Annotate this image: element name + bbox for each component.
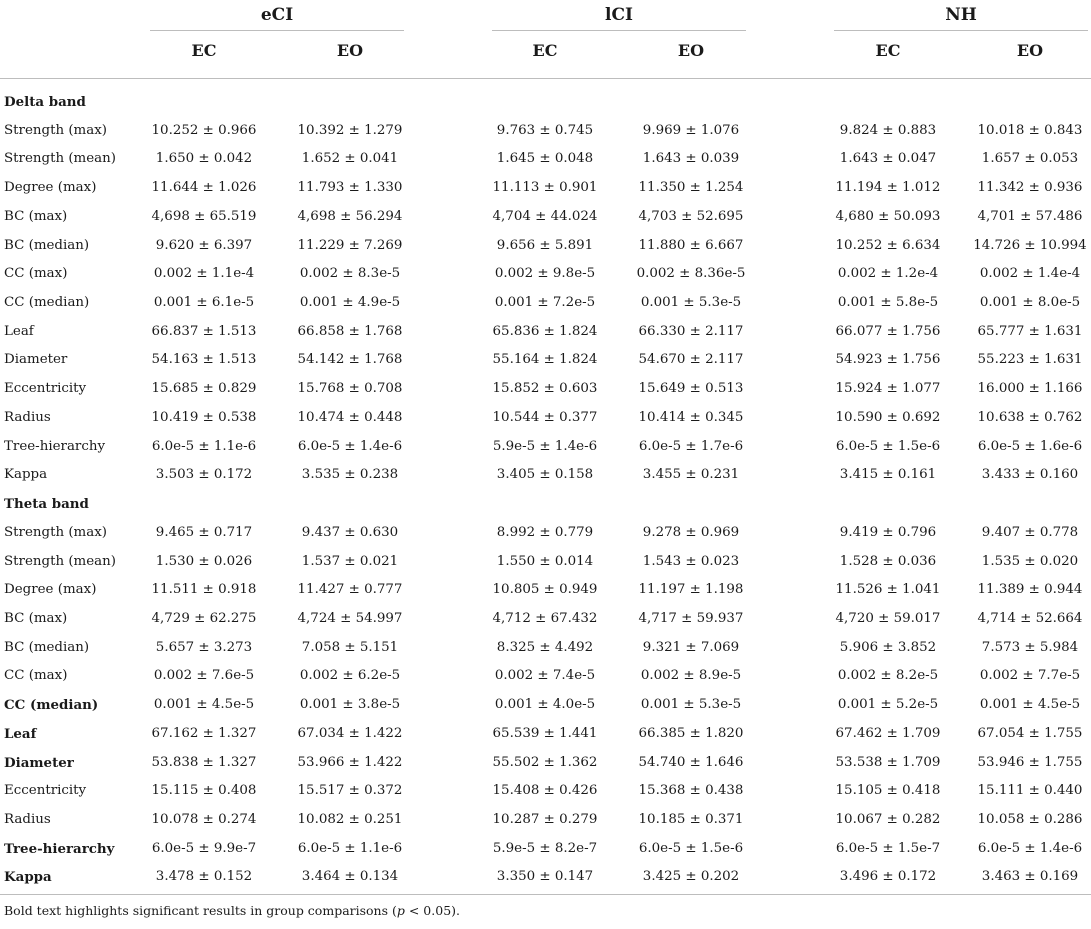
table-cell: 65.539 ± 1.441 <box>492 725 598 741</box>
table-row <box>0 117 1091 146</box>
sub-header-nh-ec: EC <box>875 41 901 60</box>
table-cell: 0.001 ± 3.8e-5 <box>299 697 401 713</box>
table-row <box>0 806 1091 835</box>
table-cell: 16.000 ± 1.166 <box>977 381 1083 397</box>
table-cell: 0.002 ± 1.1e-4 <box>153 266 255 282</box>
table-cell: 1.530 ± 0.026 <box>155 553 253 569</box>
table-cell: 4,729 ± 62.275 <box>151 610 257 626</box>
table-cell: 0.001 ± 5.8e-5 <box>837 295 939 311</box>
table-cell: 5.9e-5 ± 1.4e-6 <box>492 438 598 454</box>
table-cell: 10.185 ± 0.371 <box>638 811 744 827</box>
table-cell: 11.194 ± 1.012 <box>835 180 941 196</box>
footnote-text-after: < 0.05). <box>404 903 460 918</box>
row-label: BC (max) <box>4 610 68 626</box>
table-cell: 9.620 ± 6.397 <box>155 237 253 253</box>
table-cell: 10.805 ± 0.949 <box>492 582 598 598</box>
table-cell: 0.001 ± 4.9e-5 <box>299 295 401 311</box>
table-cell: 9.465 ± 0.717 <box>155 524 253 540</box>
row-label: Strength (mean) <box>4 151 117 167</box>
table-row <box>0 232 1091 261</box>
table-cell: 0.001 ± 8.0e-5 <box>979 295 1081 311</box>
row-label: Radius <box>4 811 51 827</box>
table-cell: 15.517 ± 0.372 <box>297 783 403 799</box>
table-cell: 9.763 ± 0.745 <box>496 122 594 138</box>
table-cell: 0.002 ± 1.4e-4 <box>979 266 1081 282</box>
table-cell: 4,704 ± 44.024 <box>492 208 598 224</box>
table-cell: 7.058 ± 5.151 <box>301 639 399 655</box>
table-row <box>0 346 1091 375</box>
table-cell: 4,720 ± 59.017 <box>835 610 941 626</box>
table-row <box>0 662 1091 691</box>
table-cell: 1.652 ± 0.041 <box>301 151 399 167</box>
table-cell: 5.906 ± 3.852 <box>839 639 937 655</box>
group-header-nh: NH <box>945 5 977 25</box>
section-row <box>0 88 1091 117</box>
group-underline <box>834 30 1088 31</box>
section-label: Delta band <box>4 94 86 110</box>
table-cell: 0.002 ± 7.4e-5 <box>494 668 596 684</box>
table-cell: 0.001 ± 4.5e-5 <box>153 697 255 713</box>
table-row <box>0 548 1091 577</box>
group-underline <box>492 30 746 31</box>
table-cell: 66.077 ± 1.756 <box>835 323 941 339</box>
table-cell: 54.163 ± 1.513 <box>151 352 257 368</box>
table-cell: 1.643 ± 0.047 <box>839 151 937 167</box>
table-row <box>0 375 1091 404</box>
table-cell: 1.543 ± 0.023 <box>642 553 740 569</box>
table-cell: 54.670 ± 2.117 <box>638 352 744 368</box>
table-cell: 10.414 ± 0.345 <box>638 409 744 425</box>
table-cell: 8.325 ± 4.492 <box>496 639 594 655</box>
table-cell: 0.001 ± 4.5e-5 <box>979 697 1081 713</box>
table-cell: 11.880 ± 6.667 <box>638 237 744 253</box>
table-cell: 66.837 ± 1.513 <box>151 323 257 339</box>
table-row <box>0 691 1091 720</box>
table-row <box>0 519 1091 548</box>
table-cell: 6.0e-5 ± 1.5e-7 <box>835 840 941 856</box>
table-cell: 0.002 ± 6.2e-5 <box>299 668 401 684</box>
table-cell: 11.350 ± 1.254 <box>638 180 744 196</box>
table-cell: 15.685 ± 0.829 <box>151 381 257 397</box>
table-cell: 6.0e-5 ± 9.9e-7 <box>151 840 257 856</box>
table-cell: 67.162 ± 1.327 <box>151 725 257 741</box>
table-cell: 6.0e-5 ± 1.1e-6 <box>151 438 257 454</box>
row-label: Strength (max) <box>4 122 108 138</box>
table-row <box>0 720 1091 749</box>
sub-header-lci-eo: EO <box>677 41 705 60</box>
row-label: Degree (max) <box>4 582 97 598</box>
section-label: Theta band <box>4 496 89 513</box>
table-cell: 3.455 ± 0.231 <box>642 467 740 483</box>
table-cell: 10.067 ± 0.282 <box>835 811 941 827</box>
table-cell: 9.407 ± 0.778 <box>981 524 1079 540</box>
table-cell: 15.408 ± 0.426 <box>492 783 598 799</box>
table-cell: 10.474 ± 0.448 <box>297 409 403 425</box>
table-cell: 67.054 ± 1.755 <box>977 725 1083 741</box>
table-cell: 3.463 ± 0.169 <box>981 869 1079 885</box>
table-cell: 10.058 ± 0.286 <box>977 811 1083 827</box>
row-label: Diameter <box>4 754 74 771</box>
table-cell: 0.002 ± 1.2e-4 <box>837 266 939 282</box>
table-cell: 15.115 ± 0.408 <box>151 783 257 799</box>
row-label: Strength (max) <box>4 524 108 540</box>
table-cell: 8.992 ± 0.779 <box>496 524 594 540</box>
table-row <box>0 145 1091 174</box>
table-cell: 4,714 ± 52.664 <box>977 610 1083 626</box>
table-cell: 6.0e-5 ± 1.4e-6 <box>297 438 403 454</box>
table-cell: 53.838 ± 1.327 <box>151 754 257 770</box>
row-label: CC (median) <box>4 697 99 714</box>
table-cell: 3.425 ± 0.202 <box>642 869 740 885</box>
table-cell: 0.001 ± 5.3e-5 <box>640 697 742 713</box>
table-body <box>0 88 1091 892</box>
table-cell: 9.969 ± 1.076 <box>642 122 740 138</box>
table-cell: 0.002 ± 7.6e-5 <box>153 668 255 684</box>
table-cell: 66.385 ± 1.820 <box>638 725 744 741</box>
row-label: BC (max) <box>4 208 68 224</box>
table-row <box>0 461 1091 490</box>
table-cell: 3.433 ± 0.160 <box>981 467 1079 483</box>
table-cell: 11.526 ± 1.041 <box>835 582 941 598</box>
table-cell: 1.645 ± 0.048 <box>496 151 594 167</box>
table-cell: 11.644 ± 1.026 <box>151 180 257 196</box>
group-header-lci: lCI <box>605 5 633 25</box>
table-cell: 11.113 ± 0.901 <box>492 180 598 196</box>
table-cell: 0.001 ± 4.0e-5 <box>494 697 596 713</box>
table-cell: 9.437 ± 0.630 <box>301 524 399 540</box>
table-cell: 4,712 ± 67.432 <box>492 610 598 626</box>
table-cell: 4,698 ± 65.519 <box>151 208 257 224</box>
table-row <box>0 634 1091 663</box>
table-cell: 10.078 ± 0.274 <box>151 811 257 827</box>
table-cell: 0.001 ± 5.2e-5 <box>837 697 939 713</box>
table-cell: 7.573 ± 5.984 <box>981 639 1079 655</box>
table-cell: 11.427 ± 0.777 <box>297 582 403 598</box>
row-label: Eccentricity <box>4 381 87 397</box>
table-footnote <box>4 903 460 918</box>
table-cell: 15.852 ± 0.603 <box>492 381 598 397</box>
table-cell: 9.824 ± 0.883 <box>839 122 937 138</box>
table-cell: 10.287 ± 0.279 <box>492 811 598 827</box>
table-cell: 55.164 ± 1.824 <box>492 352 598 368</box>
table-cell: 67.034 ± 1.422 <box>297 725 403 741</box>
table-cell: 10.252 ± 0.966 <box>151 122 257 138</box>
table-cell: 4,698 ± 56.294 <box>297 208 403 224</box>
table-cell: 11.197 ± 1.198 <box>638 582 744 598</box>
table-cell: 11.389 ± 0.944 <box>977 582 1083 598</box>
row-label: Diameter <box>4 352 68 368</box>
table-cell: 15.924 ± 1.077 <box>835 381 941 397</box>
row-label: Kappa <box>4 467 48 483</box>
table-cell: 3.535 ± 0.238 <box>301 467 399 483</box>
row-label: Kappa <box>4 869 52 886</box>
table-row <box>0 605 1091 634</box>
row-label: Eccentricity <box>4 783 87 799</box>
table-cell: 0.002 ± 7.7e-5 <box>979 668 1081 684</box>
table-cell: 5.9e-5 ± 8.2e-7 <box>492 840 598 856</box>
table-cell: 4,680 ± 50.093 <box>835 208 941 224</box>
table-cell: 54.142 ± 1.768 <box>297 352 403 368</box>
footnote-text-before: Bold text highlights significant results in group comparisons ( <box>4 903 397 918</box>
row-label: CC (max) <box>4 668 68 684</box>
group-underline <box>150 30 404 31</box>
table-cell: 3.464 ± 0.134 <box>301 869 399 885</box>
row-label: BC (median) <box>4 639 90 655</box>
table-cell: 3.496 ± 0.172 <box>839 869 937 885</box>
table-cell: 6.0e-5 ± 1.4e-6 <box>977 840 1083 856</box>
table-cell: 0.001 ± 7.2e-5 <box>494 295 596 311</box>
table-cell: 1.528 ± 0.036 <box>839 553 937 569</box>
table-cell: 10.419 ± 0.538 <box>151 409 257 425</box>
table-cell: 3.350 ± 0.147 <box>496 869 594 885</box>
table-cell: 15.111 ± 0.440 <box>977 783 1083 799</box>
row-label: Leaf <box>4 725 37 742</box>
table-cell: 9.278 ± 0.969 <box>642 524 740 540</box>
table-cell: 10.252 ± 6.634 <box>835 237 941 253</box>
table-cell: 1.550 ± 0.014 <box>496 553 594 569</box>
table-cell: 6.0e-5 ± 1.1e-6 <box>297 840 403 856</box>
table-row <box>0 203 1091 232</box>
table-cell: 6.0e-5 ± 1.5e-6 <box>638 840 744 856</box>
table-cell: 4,717 ± 59.937 <box>638 610 744 626</box>
table-cell: 3.478 ± 0.152 <box>155 869 253 885</box>
table-cell: 55.502 ± 1.362 <box>492 754 598 770</box>
table-cell: 1.650 ± 0.042 <box>155 151 253 167</box>
table-row <box>0 260 1091 289</box>
table-cell: 0.001 ± 5.3e-5 <box>640 295 742 311</box>
group-header-eci: eCI <box>260 5 294 25</box>
row-label: Degree (max) <box>4 180 97 196</box>
table-row <box>0 433 1091 462</box>
table-cell: 0.002 ± 8.2e-5 <box>837 668 939 684</box>
table-cell: 11.342 ± 0.936 <box>977 180 1083 196</box>
table-cell: 0.002 ± 8.3e-5 <box>299 266 401 282</box>
table-cell: 0.001 ± 6.1e-5 <box>153 295 255 311</box>
table-cell: 3.415 ± 0.161 <box>839 467 937 483</box>
row-label: Strength (mean) <box>4 553 117 569</box>
table-cell: 3.503 ± 0.172 <box>155 467 253 483</box>
row-label: BC (median) <box>4 237 90 253</box>
table-cell: 15.768 ± 0.708 <box>297 381 403 397</box>
table-row <box>0 404 1091 433</box>
table-cell: 55.223 ± 1.631 <box>977 352 1083 368</box>
table-row <box>0 174 1091 203</box>
table-cell: 14.726 ± 10.994 <box>973 237 1087 253</box>
table-cell: 1.657 ± 0.053 <box>981 151 1079 167</box>
table-bottom-rule <box>0 894 1091 895</box>
footnote-p-symbol: p <box>396 903 405 918</box>
table-cell: 6.0e-5 ± 1.6e-6 <box>977 438 1083 454</box>
table-cell: 10.638 ± 0.762 <box>977 409 1083 425</box>
table-cell: 9.656 ± 5.891 <box>496 237 594 253</box>
table-cell: 4,701 ± 57.486 <box>977 208 1083 224</box>
table-cell: 10.544 ± 0.377 <box>492 409 598 425</box>
table-cell: 53.946 ± 1.755 <box>977 754 1083 770</box>
table-cell: 66.858 ± 1.768 <box>297 323 403 339</box>
table-cell: 10.392 ± 1.279 <box>297 122 403 138</box>
table-cell: 6.0e-5 ± 1.7e-6 <box>638 438 744 454</box>
table-row <box>0 576 1091 605</box>
table-cell: 15.649 ± 0.513 <box>638 381 744 397</box>
table-row <box>0 863 1091 892</box>
table-row <box>0 289 1091 318</box>
sub-header-eci-ec: EC <box>191 41 217 60</box>
row-label: Tree-hierarchy <box>4 840 115 857</box>
table-cell: 54.923 ± 1.756 <box>835 352 941 368</box>
table-row <box>0 835 1091 864</box>
table-cell: 11.229 ± 7.269 <box>297 237 403 253</box>
row-label: CC (max) <box>4 266 68 282</box>
table-cell: 9.419 ± 0.796 <box>839 524 937 540</box>
table-cell: 1.643 ± 0.039 <box>642 151 740 167</box>
header-bottom-rule <box>0 78 1091 79</box>
table-cell: 0.002 ± 8.9e-5 <box>640 668 742 684</box>
sub-header-nh-eo: EO <box>1016 41 1044 60</box>
table-cell: 6.0e-5 ± 1.5e-6 <box>835 438 941 454</box>
table-cell: 15.368 ± 0.438 <box>638 783 744 799</box>
table-cell: 0.002 ± 8.36e-5 <box>636 266 746 282</box>
table-cell: 1.537 ± 0.021 <box>301 553 399 569</box>
section-row <box>0 490 1091 519</box>
table-cell: 66.330 ± 2.117 <box>638 323 744 339</box>
sub-header-eci-eo: EO <box>336 41 364 60</box>
table-cell: 11.511 ± 0.918 <box>151 582 257 598</box>
table-cell: 4,724 ± 54.997 <box>297 610 403 626</box>
table-cell: 15.105 ± 0.418 <box>835 783 941 799</box>
table-row <box>0 318 1091 347</box>
table-cell: 67.462 ± 1.709 <box>835 725 941 741</box>
table-cell: 53.966 ± 1.422 <box>297 754 403 770</box>
table-cell: 9.321 ± 7.069 <box>642 639 740 655</box>
row-label: Tree-hierarchy <box>4 438 106 454</box>
table-cell: 10.018 ± 0.843 <box>977 122 1083 138</box>
table-cell: 4,703 ± 52.695 <box>638 208 744 224</box>
table-cell: 65.836 ± 1.824 <box>492 323 598 339</box>
table-cell: 5.657 ± 3.273 <box>155 639 253 655</box>
table-cell: 65.777 ± 1.631 <box>977 323 1083 339</box>
table-cell: 11.793 ± 1.330 <box>297 180 403 196</box>
table-row <box>0 777 1091 806</box>
table-cell: 10.590 ± 0.692 <box>835 409 941 425</box>
table-cell: 3.405 ± 0.158 <box>496 467 594 483</box>
row-label: Leaf <box>4 323 34 339</box>
table-row <box>0 749 1091 778</box>
table-cell: 10.082 ± 0.251 <box>297 811 403 827</box>
table-cell: 1.535 ± 0.020 <box>981 553 1079 569</box>
table-cell: 53.538 ± 1.709 <box>835 754 941 770</box>
table-cell: 0.002 ± 9.8e-5 <box>494 266 596 282</box>
row-label: Radius <box>4 409 51 425</box>
table-cell: 54.740 ± 1.646 <box>638 754 744 770</box>
sub-header-lci-ec: EC <box>532 41 558 60</box>
row-label: CC (median) <box>4 295 90 311</box>
